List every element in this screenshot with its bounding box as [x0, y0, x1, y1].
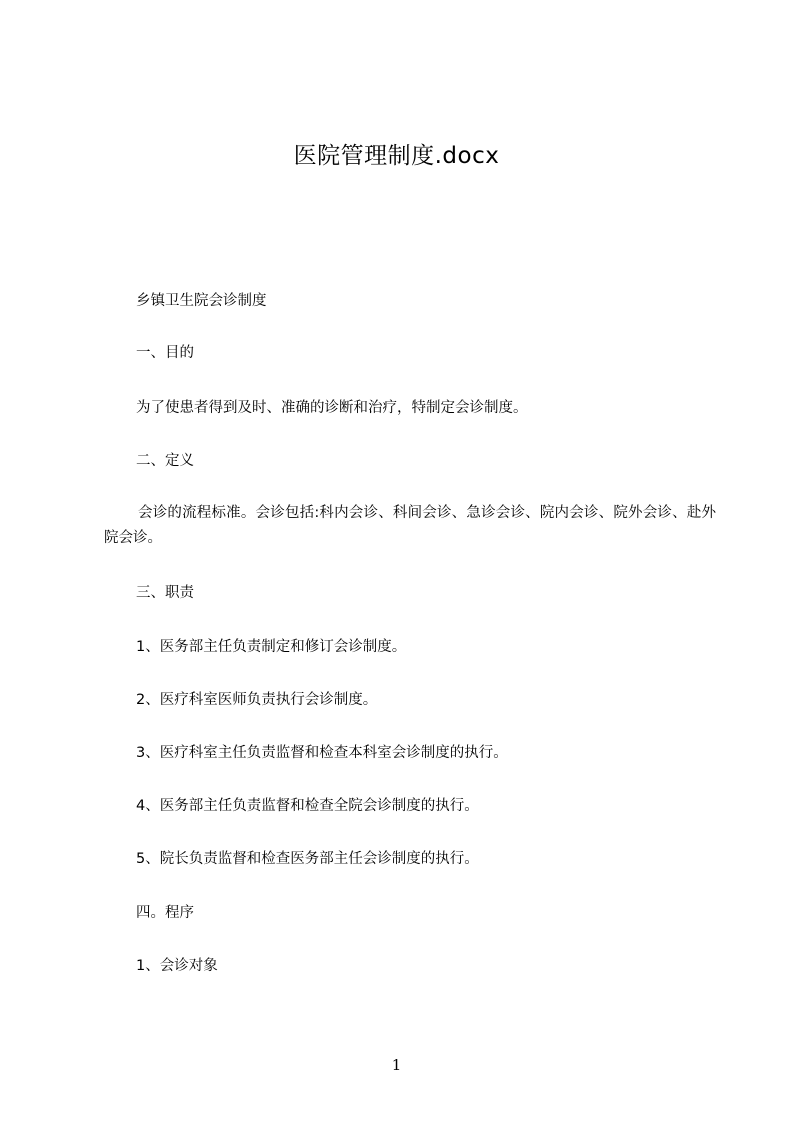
document-subtitle: 乡镇卫生院会诊制度	[136, 293, 267, 309]
duty-item: 4、医务部主任负责监督和检查全院会诊制度的执行。	[136, 798, 479, 814]
duty-item: 5、院长负责监督和检查医务部主任会诊制度的执行。	[136, 851, 479, 867]
procedure-item: 1、会诊对象	[136, 958, 218, 974]
section-procedure-heading: 四。程序	[136, 905, 194, 921]
section-purpose-text: 为了使患者得到及时、准确的诊断和治疗，特制定会诊制度。	[136, 400, 528, 416]
section-purpose-heading: 一、目的	[136, 345, 194, 361]
duty-item: 2、医疗科室医师负责执行会诊制度。	[136, 692, 378, 708]
section-duties-heading: 三、职责	[136, 585, 194, 601]
section-definition-text: 会诊的流程标准。会诊包括:科内会诊、科间会诊、急诊会诊、院内会诊、院外会诊、赴外院会诊。	[104, 505, 716, 546]
duty-item: 3、医疗科室主任负责监督和检查本科室会诊制度的执行。	[136, 745, 508, 761]
document-title: 医院管理制度.docx	[293, 143, 500, 169]
duty-item: 1、医务部主任负责制定和修订会诊制度。	[136, 639, 407, 655]
section-definition-heading: 二、定义	[136, 453, 194, 469]
page-number: 1	[391, 1056, 402, 1074]
